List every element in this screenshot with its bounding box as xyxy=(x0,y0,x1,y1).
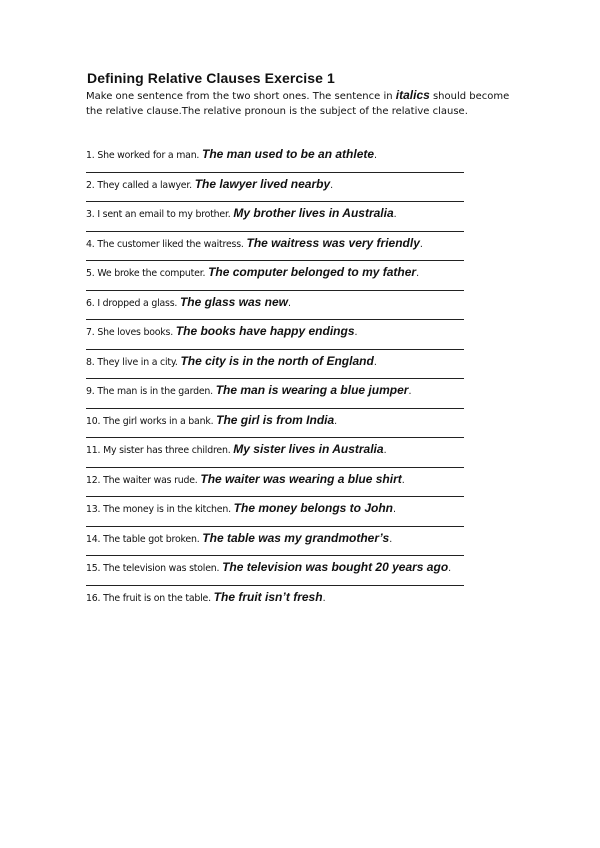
answer-line[interactable] xyxy=(86,349,464,350)
answer-line[interactable] xyxy=(86,496,464,497)
exercise-end-punctuation: . xyxy=(408,386,412,397)
exercise-text xyxy=(86,501,396,515)
exercise-relative-clause: My brother lives in Australia xyxy=(233,206,394,220)
exercise-item xyxy=(86,322,466,352)
exercise-end-punctuation: . xyxy=(374,150,377,161)
exercise-relative-clause: The computer belonged to my father xyxy=(208,265,417,279)
exercise-sentence: They called a lawyer. xyxy=(97,179,192,191)
exercise-number: 2. xyxy=(86,179,95,191)
exercise-number: 10. xyxy=(86,415,101,427)
answer-line[interactable] xyxy=(86,201,464,202)
exercise-number: 7. xyxy=(86,327,95,338)
exercise-text xyxy=(86,236,423,250)
exercise-end-punctuation: . xyxy=(401,474,405,486)
exercise-relative-clause: The fruit isn’t fresh xyxy=(213,589,323,604)
exercise-sentence: The money is in the kitchen. xyxy=(103,504,231,515)
exercise-end-punctuation: . xyxy=(389,533,393,545)
answer-line[interactable] xyxy=(86,290,464,291)
answer-line[interactable] xyxy=(86,260,464,261)
exercise-item xyxy=(86,529,466,559)
exercise-sentence: She worked for a man. xyxy=(97,150,200,161)
exercise-item xyxy=(86,411,466,441)
answer-line[interactable] xyxy=(86,231,464,232)
answer-line[interactable] xyxy=(86,408,464,409)
exercise-item xyxy=(86,470,466,500)
exercise-number: 13. xyxy=(86,504,101,515)
instructions-text-before: Make one sentence from the two short ones. The sentence in xyxy=(86,91,396,102)
exercise-end-punctuation: . xyxy=(393,209,397,220)
exercise-text xyxy=(86,265,419,279)
exercise-number: 1. xyxy=(86,150,95,161)
exercise-text xyxy=(86,354,377,368)
exercise-sentence: I dropped a glass. xyxy=(97,297,178,309)
exercise-relative-clause: The waiter was wearing a blue shirt xyxy=(200,471,402,486)
exercise-text xyxy=(86,472,405,486)
exercise-relative-clause: The books have happy endings xyxy=(175,324,355,338)
exercise-item xyxy=(86,204,466,234)
exercise-relative-clause: The lawyer lived nearby xyxy=(194,176,331,191)
exercise-relative-clause: The television was bought 20 years ago xyxy=(222,560,449,574)
worksheet-title: Defining Relative Clauses Exercise 1 xyxy=(87,70,335,86)
exercise-relative-clause: The city is in the north of England xyxy=(180,353,374,368)
exercise-text xyxy=(86,295,291,309)
exercise-sentence: They live in a city. xyxy=(97,356,178,368)
exercise-text xyxy=(86,442,386,456)
answer-line[interactable] xyxy=(86,378,464,379)
exercise-end-punctuation: . xyxy=(288,297,291,309)
instructions-text-after: should become the relative clause.The relative pronoun is the subject of the relative clause. xyxy=(86,91,510,117)
exercise-number: 14. xyxy=(86,533,101,545)
exercise-text xyxy=(86,590,325,604)
exercise-number: 3. xyxy=(86,209,95,220)
exercise-relative-clause: The man is wearing a blue jumper xyxy=(215,383,409,397)
exercise-number: 4. xyxy=(86,238,95,250)
exercise-sentence: I sent an email to my brother. xyxy=(97,209,231,220)
exercise-sentence: The fruit is on the table. xyxy=(103,592,211,604)
exercise-text xyxy=(86,531,392,545)
exercise-text xyxy=(86,324,357,338)
exercise-text xyxy=(86,206,396,220)
exercise-text xyxy=(86,560,451,574)
exercise-end-punctuation: . xyxy=(383,445,387,456)
exercise-sentence: The customer liked the waitress. xyxy=(97,238,244,250)
exercise-sentence: The waiter was rude. xyxy=(103,474,198,486)
answer-line[interactable] xyxy=(86,555,464,556)
exercise-end-punctuation: . xyxy=(322,592,326,604)
exercise-end-punctuation: . xyxy=(419,238,423,250)
exercise-sentence: The television was stolen. xyxy=(103,563,220,574)
exercise-item xyxy=(86,263,466,293)
exercise-item xyxy=(86,588,466,618)
exercise-number: 11. xyxy=(86,445,101,456)
exercise-end-punctuation: . xyxy=(330,179,333,191)
exercise-end-punctuation: . xyxy=(373,356,377,368)
exercise-relative-clause: The girl is from India xyxy=(216,412,335,427)
exercise-end-punctuation: . xyxy=(416,268,419,279)
answer-line[interactable] xyxy=(86,467,464,468)
exercise-text xyxy=(86,177,333,191)
exercise-number: 15. xyxy=(86,563,101,574)
answer-line[interactable] xyxy=(86,585,464,586)
exercise-number: 9. xyxy=(86,386,95,397)
exercise-sentence: My sister has three children. xyxy=(103,445,231,456)
exercise-item xyxy=(86,293,466,323)
exercise-sentence: We broke the computer. xyxy=(97,268,206,279)
exercise-number: 6. xyxy=(86,297,95,309)
exercise-item xyxy=(86,381,466,411)
exercise-number: 12. xyxy=(86,474,101,486)
exercise-sentence: The girl works in a bank. xyxy=(103,415,214,427)
exercise-relative-clause: The man used to be an athlete xyxy=(202,147,375,161)
exercise-relative-clause: The glass was new xyxy=(179,294,289,309)
exercise-text xyxy=(86,147,377,161)
exercise-relative-clause: The waitress was very friendly xyxy=(246,235,420,250)
exercise-text xyxy=(86,383,411,397)
exercise-sentence: The man is in the garden. xyxy=(97,386,213,397)
exercise-item xyxy=(86,234,466,264)
exercise-item xyxy=(86,175,466,205)
instructions xyxy=(86,88,516,119)
exercise-end-punctuation: . xyxy=(393,504,396,515)
exercise-end-punctuation: . xyxy=(354,327,358,338)
exercise-item xyxy=(86,145,466,175)
exercise-sentence: The table got broken. xyxy=(103,533,200,545)
instructions-italic-word: italics xyxy=(395,88,430,102)
exercise-item xyxy=(86,440,466,470)
exercise-item xyxy=(86,352,466,382)
answer-line[interactable] xyxy=(86,526,464,527)
answer-line[interactable] xyxy=(86,172,464,173)
exercise-relative-clause: The table was my grandmother’s xyxy=(202,530,390,545)
exercise-relative-clause: My sister lives in Australia xyxy=(233,442,384,456)
exercise-sentence: She loves books. xyxy=(97,327,174,338)
exercise-relative-clause: The money belongs to John xyxy=(233,501,393,515)
answer-line[interactable] xyxy=(86,319,464,320)
exercise-text xyxy=(86,413,337,427)
exercise-item xyxy=(86,499,466,529)
exercise-end-punctuation: . xyxy=(334,415,337,427)
exercise-number: 16. xyxy=(86,592,101,604)
exercise-item xyxy=(86,558,466,588)
exercise-number: 8. xyxy=(86,356,95,368)
exercise-list xyxy=(86,145,466,617)
answer-line[interactable] xyxy=(86,437,464,438)
exercise-end-punctuation: . xyxy=(448,563,451,574)
exercise-number: 5. xyxy=(86,268,95,279)
